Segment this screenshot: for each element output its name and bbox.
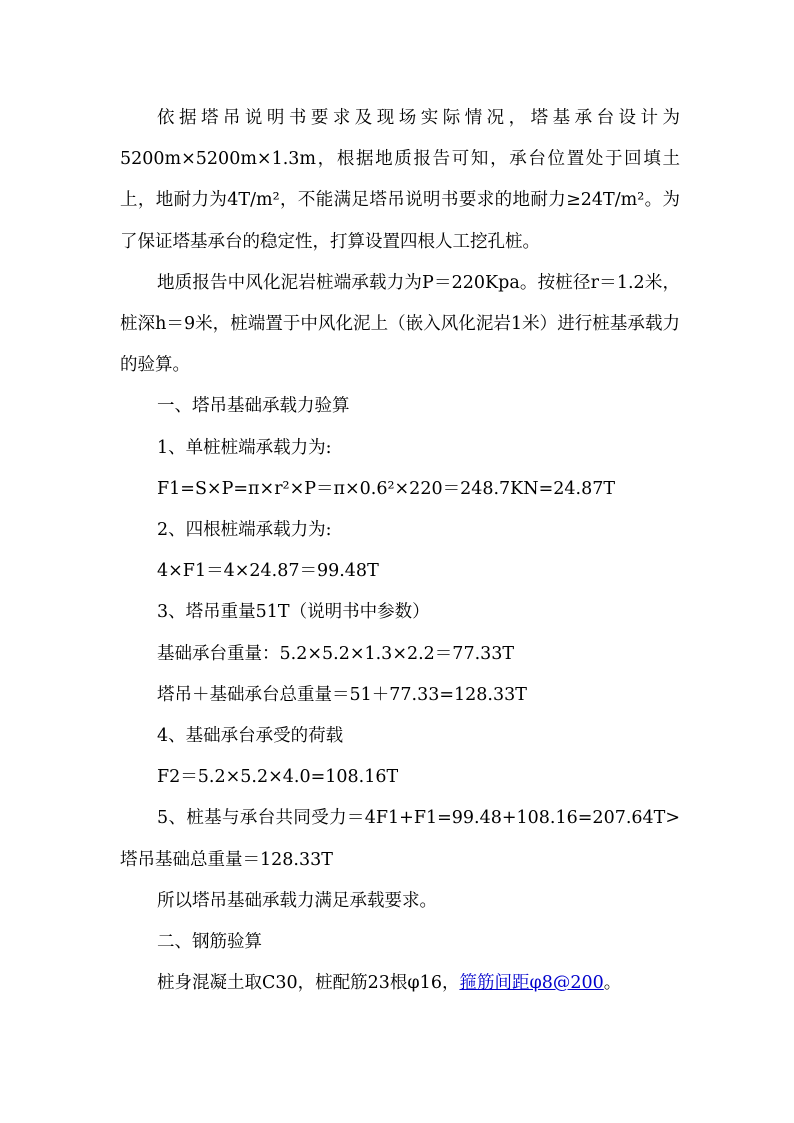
conclusion-line: 所以塔吊基础承载力满足承载要求。 [157, 890, 437, 911]
section-heading-rebar-check: 二、钢筋验算 [157, 932, 262, 953]
paragraph-design-basis: 依据塔吊说明书要求及现场实际情况，塔基承台设计为5200m×5200m×1.3m，根据地质报告可知，承台位置处于回填土上，地耐力为4T/m²，不能满足塔吊说明书要求的地耐力≥24T/m²。为了保证塔基承台的稳定性，打算设置四根人工挖孔桩。 [120, 108, 680, 252]
formula-four-piles: 4×F1＝4×24.87＝99.48T [157, 561, 379, 582]
item-combined-force: 5、桩基与承台共同受力＝4F1+F1=99.48+108.16=207.64T> 塔吊基础总重量＝128.33T [120, 808, 680, 870]
base-weight-line: 基础承台重量：5.2×5.2×1.3×2.2＝77.33T [157, 643, 515, 664]
item-crane-weight: 3、塔吊重量51T（说明书中参数） [157, 602, 430, 623]
rebar-line [120, 963, 680, 1004]
rebar-end: 。 [603, 973, 622, 994]
formula-single-pile: F1=S×P=π×r²×P＝π×0.6²×220＝248.7KN=24.87T [157, 478, 616, 499]
item-four-piles: 2、四根桩端承载力为: [157, 520, 332, 541]
item-base-load: 4、基础承台承受的荷载 [157, 726, 344, 747]
document-body [120, 98, 680, 1004]
total-weight-line: 塔吊＋基础承台总重量＝51＋77.33=128.33T [157, 684, 527, 705]
formula-base-load: F2＝5.2×5.2×4.0=108.16T [157, 767, 399, 788]
stirrup-spacing-link[interactable]: 箍筋间距φ8@200 [459, 973, 604, 994]
paragraph-geology-report: 地质报告中风化泥岩桩端承载力为P＝220Kpa。按桩径r＝1.2米，桩深h＝9米，桩端置于中风化泥上（嵌入风化泥岩1米）进行桩基承载力的验算。 [120, 272, 680, 376]
rebar-text: 桩身混凝土取C30，桩配筋23根φ16， [157, 973, 460, 994]
item-single-pile: 1、单桩桩端承载力为: [157, 437, 332, 458]
section-heading-foundation-check: 一、塔吊基础承载力验算 [157, 396, 350, 417]
